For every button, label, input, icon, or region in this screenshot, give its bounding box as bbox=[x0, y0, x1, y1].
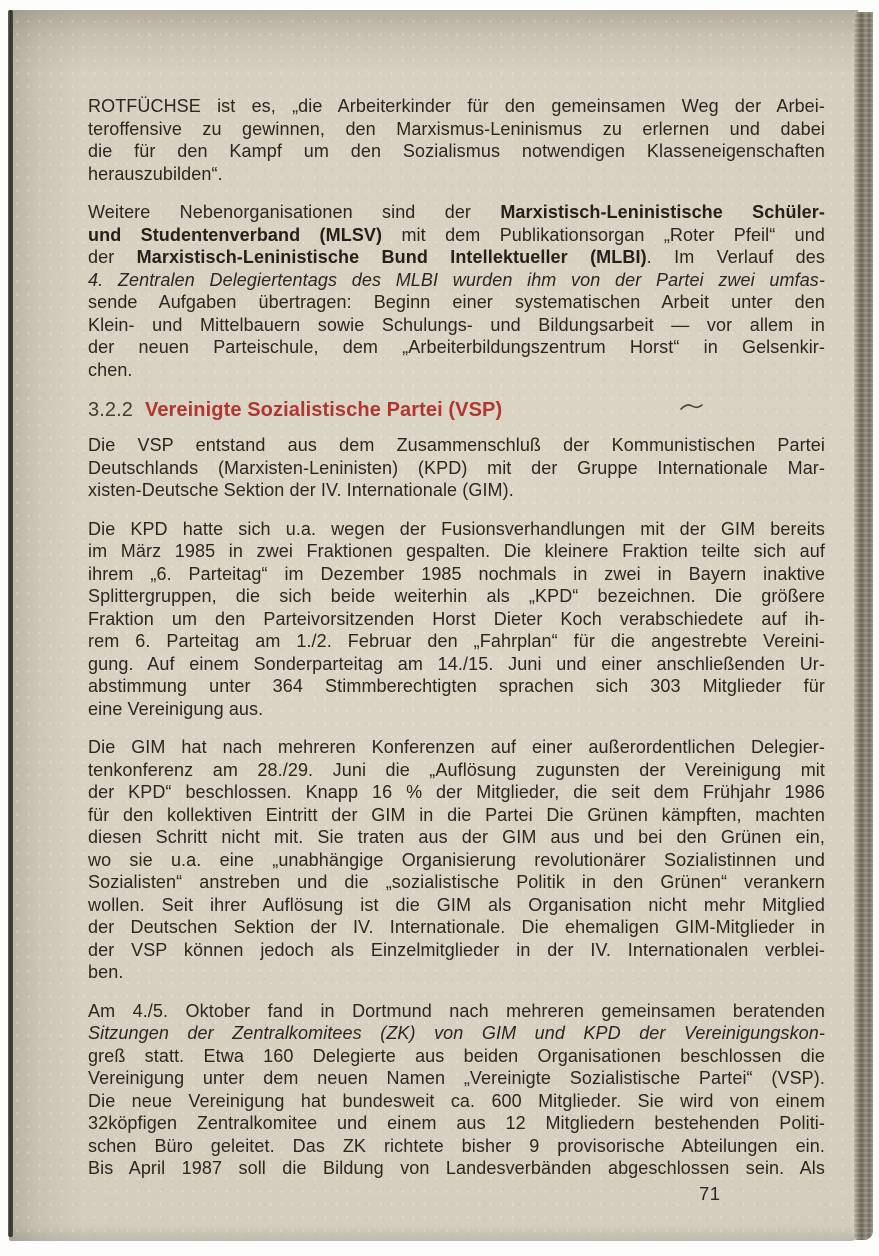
body-text: der bbox=[88, 247, 137, 267]
body-text: greß statt. Etwa 160 Delegierte aus beiden Organisationen beschlossen die bbox=[88, 1045, 825, 1066]
text-line bbox=[88, 698, 825, 721]
text-line bbox=[88, 224, 825, 247]
text-line bbox=[88, 1045, 825, 1068]
body-text: ben. bbox=[88, 962, 124, 982]
text-line bbox=[88, 434, 825, 457]
text-flow bbox=[88, 95, 825, 1196]
text-line bbox=[88, 1090, 825, 1113]
body-text: abstimmung unter 364 Stimmberechtigten sprachen sich 303 Mitglieder für bbox=[88, 676, 825, 696]
bold-text: Marxistisch-Leninistische Bund Intellektueller (MLBI) bbox=[136, 247, 647, 267]
body-text: Deutschlands (Marxisten-Leninisten) (KPD) mit der Gruppe Internationale Mar- bbox=[88, 457, 825, 478]
body-text: der neuen Parteischule, dem „Arbeiterbildungszentrum Horst“ in Gelsenkir- bbox=[88, 337, 825, 357]
text-line bbox=[88, 939, 825, 962]
section-title: Vereinigte Sozialistische Partei (VSP) bbox=[144, 399, 503, 421]
body-text: Die VSP entstand aus dem Zusammenschluß der Kommunistischen Partei bbox=[88, 435, 825, 455]
body-text: 32köpfigen Zentralkomitee und einem aus 12 Mitgliedern bestehenden Politi- bbox=[88, 1113, 825, 1133]
text-line bbox=[88, 518, 825, 541]
body-text: im März 1985 in zwei Fraktionen gespalten. Die kleinere Fraktion teilte sich auf bbox=[88, 541, 825, 561]
text-line bbox=[88, 314, 825, 337]
text-line bbox=[88, 1157, 825, 1180]
text-line bbox=[88, 736, 825, 759]
text-line bbox=[88, 585, 825, 608]
text-line bbox=[88, 291, 825, 314]
body-text: Am 4./5. Oktober fand in Dortmund nach mehreren gemeinsamen beratenden bbox=[88, 1000, 825, 1021]
text-line bbox=[88, 871, 825, 894]
text-line bbox=[88, 653, 825, 676]
text-line bbox=[88, 563, 825, 586]
text-line bbox=[88, 457, 825, 480]
text-line bbox=[88, 608, 825, 631]
body-text: gung. Auf einem Sonderparteitag am 14./15. Juni und einer anschließenden Ur- bbox=[88, 653, 825, 674]
text-line bbox=[88, 826, 825, 849]
ink-mark-icon bbox=[679, 400, 705, 414]
body-text: Splittergruppen, die sich beide weiterhin als „KPD“ bezeichnen. Die größere bbox=[88, 586, 825, 606]
body-text: die für den Kampf um den Sozialismus notwendigen Klasseneigenschaften bbox=[88, 141, 825, 161]
body-text: mit dem Publikationsorgan „Roter Pfeil“ und bbox=[382, 224, 825, 245]
text-line bbox=[88, 163, 825, 186]
text-line bbox=[88, 140, 825, 163]
text-line bbox=[88, 269, 825, 292]
body-text: für den kollektiven Eintritt der GIM in die Partei Die Grünen kämpften, machten bbox=[88, 804, 825, 825]
body-text: Sozialisten“ anstreben und die „sozialistische Politik in den Grünen“ verankern bbox=[88, 872, 825, 892]
text-line bbox=[88, 804, 825, 827]
body-text: wollen. Seit ihrer Auflösung ist die GIM als Organisation nicht mehr Mitglied bbox=[88, 894, 825, 915]
body-text: Bis April 1987 soll die Bildung von Landesverbänden abgeschlossen sein. Als bbox=[88, 1158, 825, 1178]
text-line bbox=[88, 540, 825, 563]
text-line bbox=[88, 1067, 825, 1090]
text-line bbox=[88, 118, 825, 141]
text-line bbox=[88, 95, 825, 118]
section-number: 3.2.2 bbox=[88, 399, 133, 421]
body-text: diesen Schritt nicht mit. Sie traten aus der GIM aus und bei den Grünen ein, bbox=[88, 827, 825, 847]
text-line bbox=[88, 849, 825, 872]
body-text: Die neue Vereinigung hat bundesweit ca. 600 Mitglieder. Sie wird von einem bbox=[88, 1090, 825, 1111]
body-text: Die GIM hat nach mehreren Konferenzen auf einer außerordentlichen Delegier- bbox=[88, 737, 825, 757]
paragraph bbox=[88, 736, 825, 984]
page-number: 71 bbox=[699, 1183, 721, 1204]
body-text: der Deutschen Sektion der IV. Internationale. Die ehemaligen GIM-Mitglieder in bbox=[88, 917, 825, 937]
body-text: Fraktion um den Parteivorsitzenden Horst Dieter Koch verabschiedete auf ih- bbox=[88, 608, 825, 629]
bold-text: Marxistisch-Leninistische Schüler- bbox=[500, 202, 825, 222]
body-text: Weitere Nebenorganisationen sind der bbox=[88, 202, 501, 222]
body-text: teroffensive zu gewinnen, den Marxismus-Leninismus zu erlernen und dabei bbox=[88, 118, 825, 139]
body-text: xisten-Deutsche Sektion der IV. Internationale (GIM). bbox=[88, 480, 514, 500]
body-text: der KPD“ beschlossen. Knapp 16 % der Mitglieder, die seit dem Frühjahr 1986 bbox=[88, 782, 825, 802]
body-text: rem 6. Parteitag am 1./2. Februar den „Fahrplan“ für die angestrebte Vereini- bbox=[88, 631, 825, 651]
italic-text: 4. Zentralen Delegiertentags des MLBI wurden ihm von der Partei zwei umfas- bbox=[88, 269, 825, 290]
text-line bbox=[88, 201, 825, 224]
text-line bbox=[88, 1000, 825, 1023]
body-text: Die KPD hatte sich u.a. wegen der Fusionsverhandlungen mit der GIM bereits bbox=[88, 518, 825, 539]
text-line bbox=[88, 1135, 825, 1158]
body-text: tenkonferenz am 28./29. Juni die „Auflösung zugunsten der Vereinigung mit bbox=[88, 759, 825, 780]
text-line bbox=[88, 1112, 825, 1135]
text-line bbox=[88, 359, 825, 382]
body-text: ROTFÜCHSE ist es, „die Arbeiterkinder für den gemeinsamen Weg der Arbei- bbox=[88, 96, 825, 116]
text-line bbox=[88, 759, 825, 782]
text-line bbox=[88, 336, 825, 359]
body-text: herauszubilden“. bbox=[88, 163, 223, 184]
text-line bbox=[88, 675, 825, 698]
body-text: wo sie u.a. eine „unabhängige Organisierung revolutionärer Sozialistinnen und bbox=[88, 849, 825, 870]
bold-text: und Studentenverband (MLSV) bbox=[88, 224, 383, 245]
body-text: eine Vereinigung aus. bbox=[88, 698, 264, 719]
body-text: ihrem „6. Parteitag“ im Dezember 1985 nochmals in zwei in Bayern inaktive bbox=[88, 563, 825, 584]
spine-shadow bbox=[8, 10, 13, 1237]
text-line bbox=[88, 630, 825, 653]
body-text: . Im Verlauf des bbox=[646, 247, 825, 267]
text-line bbox=[88, 1022, 825, 1045]
body-text: Vereinigung unter dem neuen Namen „Vereinigte Sozialistische Partei“ (VSP). bbox=[88, 1068, 825, 1088]
body-text: sende Aufgaben übertragen: Beginn einer systematischen Arbeit unter den bbox=[88, 292, 825, 312]
body-text: Klein- und Mittelbauern sowie Schulungs- und Bildungsarbeit — vor allem in bbox=[88, 314, 825, 335]
section-heading bbox=[88, 397, 825, 423]
body-text: der VSP können jedoch als Einzelmitglieder in der IV. Internationalen verblei- bbox=[88, 939, 825, 960]
paragraph bbox=[88, 434, 825, 502]
italic-text: Sitzungen der Zentralkomitees (ZK) von GIM und KPD der Vereinigungskon- bbox=[88, 1023, 825, 1043]
fore-edge bbox=[854, 12, 873, 1240]
paragraph bbox=[88, 201, 825, 381]
text-line bbox=[88, 479, 825, 502]
paragraph bbox=[88, 518, 825, 721]
body-text: chen. bbox=[88, 359, 133, 380]
text-line bbox=[88, 781, 825, 804]
text-line bbox=[88, 894, 825, 917]
body-text: schen Büro geleitet. Das ZK richtete bisher 9 provisorische Abteilungen ein. bbox=[88, 1135, 825, 1156]
text-line bbox=[88, 961, 825, 984]
text-line bbox=[88, 246, 825, 269]
text-line bbox=[88, 916, 825, 939]
paragraph bbox=[88, 95, 825, 185]
paragraph bbox=[88, 1000, 825, 1180]
